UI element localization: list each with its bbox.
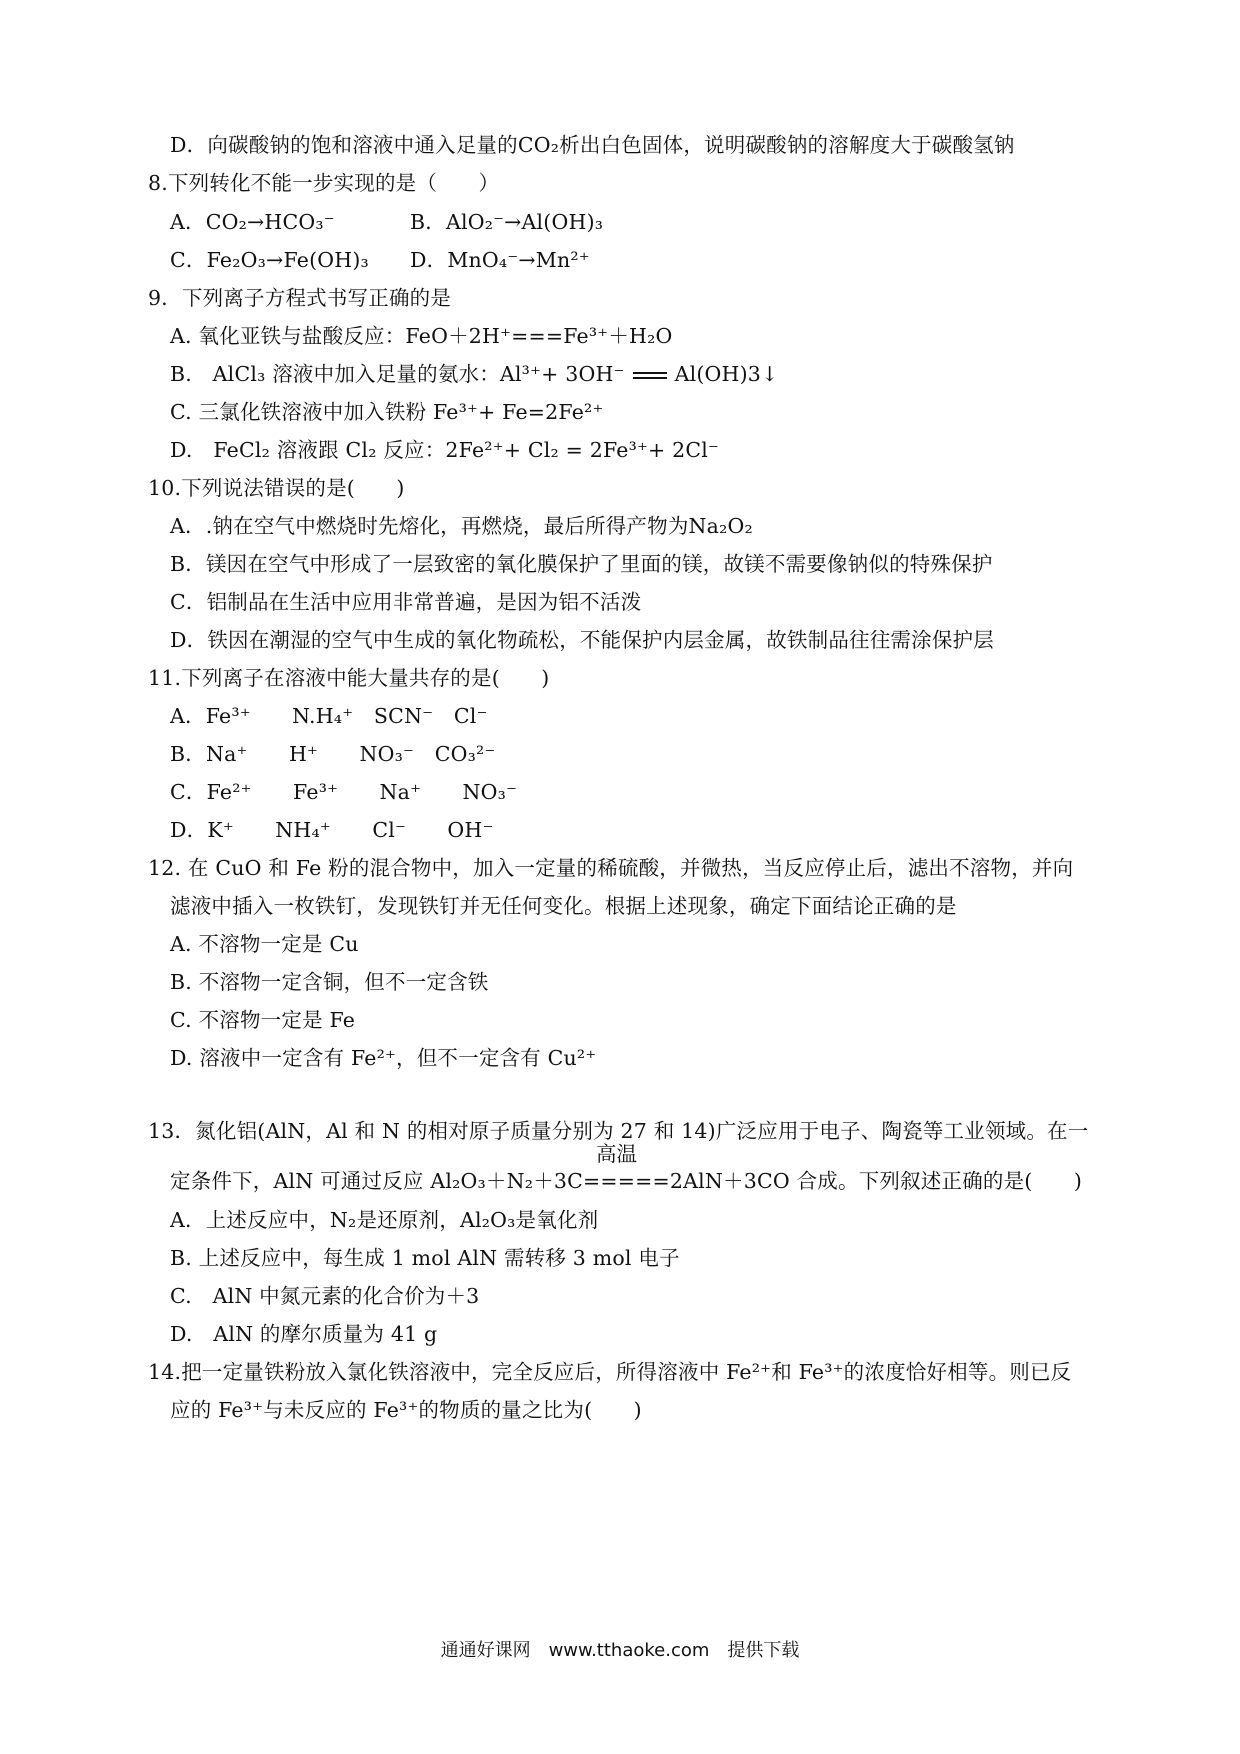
q10-stem: 10.下列说法错误的是( ): [148, 476, 405, 500]
equals-sign-mark: [633, 372, 667, 379]
q12-option-c: C. 不溶物一定是 Fe: [170, 1008, 356, 1032]
q12-stem-line1: 12. 在 CuO 和 Fe 粉的混合物中，加入一定量的稀硫酸，并微热，当反应停止后，滤出不溶物，并向: [148, 856, 1074, 880]
q8-option-b: B．AlO₂⁻→Al(OH)₃: [410, 210, 604, 234]
q13-option-b: B. 上述反应中，每生成 1 mol AlN 需转移 3 mol 电子: [170, 1246, 680, 1270]
q13-stem-line1: 13．氮化铝(AlN，Al 和 N 的相对原子质量分别为 27 和 14)广泛应用于电子、陶瓷等工业领域。在一: [148, 1119, 1089, 1143]
q12-option-b: B. 不溶物一定含铜，但不一定含铁: [170, 970, 489, 994]
q11-option-b: B．Na⁺ H⁺ NO₃⁻ CO₃²⁻: [170, 742, 496, 766]
q11-option-d: D．K⁺ NH₄⁺ Cl⁻ OH⁻: [170, 818, 494, 842]
q8-option-d: D．MnO₄⁻→Mn²⁺: [410, 248, 590, 272]
q9-option-a: A. 氧化亚铁与盐酸反应：FeO＋2H⁺===Fe³⁺＋H₂O: [170, 324, 673, 348]
q9-option-b-left: B. AlCl₃ 溶液中加入足量的氨水：Al³⁺+ 3OH⁻: [170, 362, 625, 386]
q12-option-a: A. 不溶物一定是 Cu: [170, 932, 359, 956]
q7-option-d: D．向碳酸钠的饱和溶液中通入足量的CO₂析出白色固体，说明碳酸钠的溶解度大于碳酸氢钠: [170, 133, 1015, 157]
q13-option-d: D. AlN 的摩尔质量为 41 g: [170, 1322, 438, 1346]
q8-option-c: C．Fe₂O₃→Fe(OH)₃: [170, 248, 369, 272]
q10-option-c: C．铝制品在生活中应用非常普遍，是因为铝不活泼: [170, 590, 642, 614]
q11-option-c: C．Fe²⁺ Fe³⁺ Na⁺ NO₃⁻: [170, 780, 518, 804]
q10-option-b: B．镁因在空气中形成了一层致密的氧化膜保护了里面的镁，故镁不需要像钠似的特殊保护: [170, 552, 993, 576]
q13-stem-line2: 定条件下，AlN 可通过反应 Al₂O₃＋N₂＋3C=====2AlN＋3CO 合成。下列叙述正确的是( ): [170, 1169, 1083, 1193]
q13-option-a: A．上述反应中，N₂是还原剂，Al₂O₃是氧化剂: [170, 1208, 599, 1232]
q13-option-c: C. AlN 中氮元素的化合价为＋3: [170, 1284, 480, 1308]
q8-stem: 8.下列转化不能一步实现的是（ ）: [148, 171, 500, 195]
q11-stem: 11.下列离子在溶液中能大量共存的是( ): [148, 666, 550, 690]
q9-option-c: C. 三氯化铁溶液中加入铁粉 Fe³⁺+ Fe=2Fe²⁺: [170, 400, 604, 424]
q9-option-b: [170, 361, 778, 387]
q10-option-d: D．铁因在潮湿的空气中生成的氧化物疏松，不能保护内层金属，故铁制品往往需涂保护层: [170, 628, 994, 652]
q12-option-d: D. 溶液中一定含有 Fe²⁺，但不一定含有 Cu²⁺: [170, 1046, 597, 1070]
page-footer: 通通好课网 www.tthaoke.com 提供下载: [440, 1640, 800, 1661]
q8-option-a: A．CO₂→HCO₃⁻: [170, 210, 335, 234]
q12-stem-line2: 滤液中插入一枚铁钉，发现铁钉并无任何变化。根据上述现象，确定下面结论正确的是: [170, 894, 957, 918]
q9-stem: 9．下列离子方程式书写正确的是: [148, 286, 452, 310]
q9-option-d: D. FeCl₂ 溶液跟 Cl₂ 反应：2Fe²⁺+ Cl₂ = 2Fe³⁺+ 2Cl⁻: [170, 438, 720, 462]
q14-stem-line1: 14.把一定量铁粉放入氯化铁溶液中，完全反应后，所得溶液中 Fe²⁺和 Fe³⁺的浓度恰好相等。则已反: [148, 1360, 1072, 1384]
q14-stem-line2: 应的 Fe³⁺与未反应的 Fe³⁺的物质的量之比为( ): [170, 1398, 642, 1422]
q9-option-b-right: Al(OH)3↓: [674, 362, 779, 386]
q11-option-a: A．Fe³⁺ N.H₄⁺ SCN⁻ Cl⁻: [170, 704, 488, 728]
q10-option-a: A．.钠在空气中燃烧时先熔化，再燃烧，最后所得产物为Na₂O₂: [170, 514, 753, 538]
reaction-condition-label: 高温: [596, 1142, 637, 1166]
